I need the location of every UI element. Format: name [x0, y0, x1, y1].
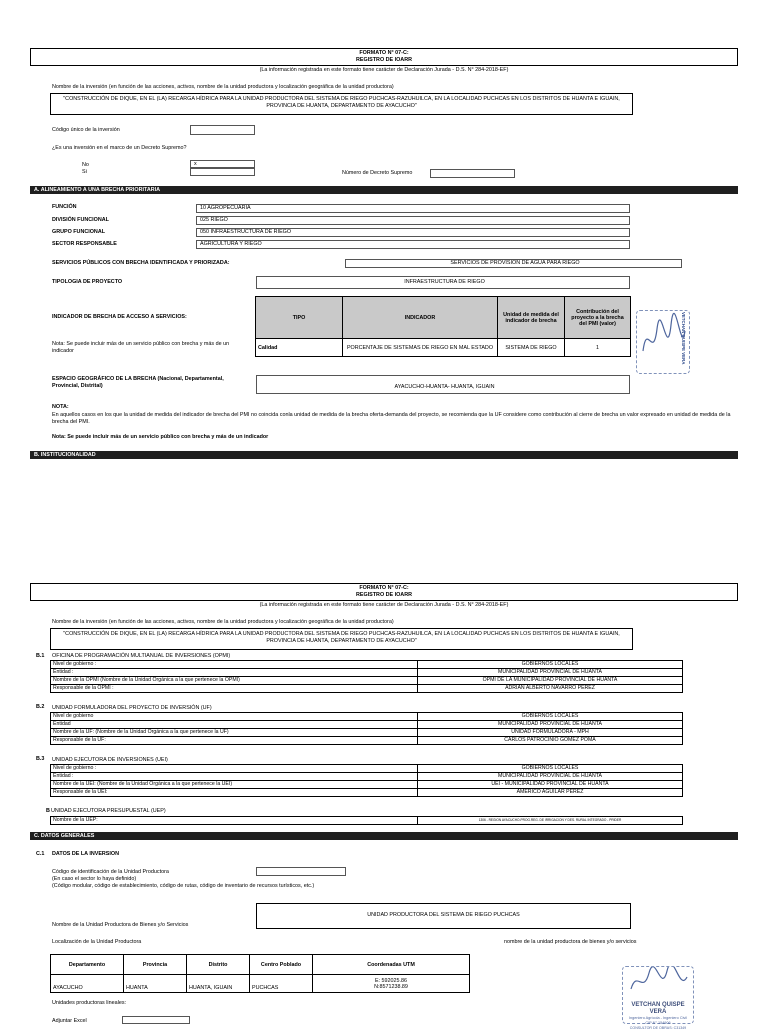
sector-value: AGRICULTURA Y RIEGO	[196, 240, 630, 249]
b2-row-label: Responsable de la UF:	[51, 737, 418, 745]
stamp-name-1: VETCHAN QUISPE VERA	[681, 312, 686, 365]
formato-title: FORMATO N° 07-C:	[359, 50, 409, 56]
b1-row-value: ADRIAN ALBERTO NAVARRO PEREZ	[418, 685, 683, 693]
b3-row-label: Nivel de gobierno :	[51, 765, 418, 773]
b2-row-label: Nombre de la UF: (Nombre de la Unidad Orgánica a la que pertenece la UF)	[51, 729, 418, 737]
numero-decreto-label: Número de Decreto Supremo	[342, 170, 413, 176]
b1-title: OFICINA DE PROGRAMACIÓN MULTIANUAL DE INVERSIONES (OPMI)	[52, 653, 231, 659]
b2-row-label: Entidad	[51, 721, 418, 729]
servicios-value: SERVICIOS DE PROVISIÓN DE AGUA PARA RIEGO	[345, 259, 682, 268]
sector-label: SECTOR RESPONSABLE	[52, 241, 117, 247]
row-indicador: PORCENTAJE DE SISTEMAS DE RIEGO EN MAL ESTADO	[343, 339, 498, 357]
b1-row-value: GOBIERNOS LOCALES	[418, 661, 683, 669]
loc-distrito: HUANTA, IGUAIN	[187, 975, 250, 993]
utm-east: E: 592025.86	[374, 977, 408, 984]
numero-decreto-input[interactable]	[430, 169, 515, 178]
b2-row-value: GOBIERNOS LOCALES	[418, 713, 683, 721]
b3-row-label: Entidad :	[51, 773, 418, 781]
inversion-name-2-line1: "CONSTRUCCIÓN DE DIQUE, EN EL (LA) RECARGA HÍDRICA PARA LA UNIDAD PRODUCTORA DEL SISTEMA DE RIEGO PUCHCAS-RAZUHUILCA, EN LA LOCALIDAD PUCHCAS EN LOS DISTRITOS DE HUANTA E IGUAIN,	[63, 631, 620, 637]
b2-row-value: CARLOS PATROCINIO GOMEZ POMA	[418, 737, 683, 745]
codigo-unico-label: Código único de la inversión	[52, 127, 120, 133]
loc-departamento: AYACUCHO	[51, 975, 124, 993]
codigo-up-line2: (En caso el sector lo haya definido)	[52, 876, 137, 882]
header-box-2	[30, 583, 738, 601]
division-label: DIVISIÓN FUNCIONAL	[52, 217, 109, 223]
inversion-name-line2: PROVINCIA DE HUANTA, DEPARTAMENTO DE AYACUCHO"	[266, 103, 417, 109]
espacio-value: AYACUCHO-HUANTA- HUANTA, IGUAIN	[256, 375, 630, 394]
b2-row-value: MUNICIPALIDAD PROVINCIAL DE HUANTA	[418, 721, 683, 729]
col-distrito: Distrito	[187, 955, 250, 975]
loc-centro: PUCHCAS	[250, 975, 313, 993]
section-a-bar: A. ALINEAMIENTO A UNA BRECHA PRIORITARIA	[30, 186, 738, 194]
inversion-name-line1: "CONSTRUCCIÓN DE DIQUE, EN EL (LA) RECARGA HÍDRICA PARA LA UNIDAD PRODUCTORA DEL SISTEMA DE RIEGO PUCHCAS-RAZUHUILCA, EN LA LOCALIDAD PUCHCAS EN LOS DISTRITOS DE HUANTA E IGUAIN,	[63, 96, 620, 102]
row-contribucion: 1	[565, 339, 631, 357]
nombre-up-value: UNIDAD PRODUCTORA DEL SISTEMA DE RIEGO PUCHCAS	[367, 912, 520, 918]
col-coordenadas: Coordenadas UTM	[313, 955, 470, 975]
b4-title: UNIDAD EJECUTORA PRESUPUESTAL (UEP)	[51, 808, 166, 814]
inversion-name-box-2	[50, 628, 633, 650]
grupo-label: GRUPO FUNCIONAL	[52, 229, 106, 235]
indicador-label: INDICADOR DE BRECHA DE ACCESO A SERVICIOS:	[52, 314, 187, 320]
b1-row-label: Nombre de la OPMI (Nombre de la Unidad Orgánica a la que pertenece la OPMI)	[51, 677, 418, 685]
formato-title-2: FORMATO N° 07-C:	[359, 585, 409, 591]
codigo-up-input[interactable]	[256, 867, 346, 876]
b1-row-label: Responsable de la OPMI :	[51, 685, 418, 693]
tipologia-value: INFRAESTRUCTURA DE RIEGO	[256, 276, 630, 289]
registro-title: REGISTRO DE IOARR	[355, 57, 412, 63]
nota-title: NOTA:	[52, 404, 69, 410]
lineales-label: Unidades productoras lineales:	[52, 1000, 127, 1006]
indicador-note: Nota: Se puede incluir más de un servicio público con brecha y más de un indicador	[52, 341, 230, 354]
col-indicador: INDICADOR	[343, 297, 498, 339]
indicador-table	[255, 296, 631, 357]
b1-table	[50, 660, 683, 693]
c1-title: DATOS DE LA INVERSION	[52, 851, 119, 857]
b3-row-value: AMERICO AGUILAR PEREZ	[418, 789, 683, 797]
declaracion-text-2: (La información registrada en este formato tiene carácter de Declaración Jurada - D.S. N° 284-2018-EF)	[259, 602, 509, 608]
stamp-cip-2: CIP N° 154906	[645, 1021, 671, 1025]
b2-table	[50, 712, 683, 745]
nombre-up-right-label: nombre de la unidad productora de bienes y/o servicios	[504, 939, 637, 945]
excel-upload-input[interactable]	[122, 1016, 190, 1024]
codigo-up-line1: Código de identificación de la Unidad Productora	[52, 869, 169, 875]
stamp-title-2: Ingeniero Agrícola - Ingeniero Civil	[628, 1016, 688, 1020]
codigo-up-line3: (Código modular, código de establecimiento, código de rutas, código de inventario de recursos turísticos, etc.)	[52, 883, 315, 889]
b3-row-value: UEI - MUNICIPALIDAD PROVINCIAL DE HUANTA	[418, 781, 683, 789]
loc-provincia: HUANTA	[124, 975, 187, 993]
loc-utm	[313, 975, 470, 993]
b3-number: B.3	[36, 756, 45, 762]
row-tipo: Calidad	[256, 339, 343, 357]
col-contribucion: Contribución del proyecto a la brecha del PMI (valor)	[565, 297, 631, 339]
b3-table	[50, 764, 683, 797]
funcion-value: 10 AGROPECUARIA	[196, 204, 630, 213]
header-box	[30, 48, 738, 66]
espacio-label: ESPACIO GEOGRÁFICO DE LA BRECHA (Nacional, Departamental, Provincial, Distrital)	[52, 376, 224, 389]
inversion-label: Nombre de la inversión (en función de las acciones, activos, nombre de la unidad productora y localización geográfica de la unidad productora)	[52, 84, 394, 90]
nombre-up-box	[256, 903, 631, 929]
decreto-no-label: No	[82, 162, 89, 168]
localizacion-table	[50, 954, 470, 993]
b3-row-value: MUNICIPALIDAD PROVINCIAL DE HUANTA	[418, 773, 683, 781]
decreto-question: ¿Es una inversión en el marco de un Decreto Supremo?	[52, 145, 187, 151]
codigo-unico-input[interactable]	[190, 125, 255, 135]
section-c-bar: C. DATOS GENERALES	[30, 832, 738, 840]
registro-title-2: REGISTRO DE IOARR	[355, 592, 412, 598]
stamp-text-1	[676, 312, 686, 372]
stamp-role-2: CONSULTOR DE OBRAS: C31349	[629, 1026, 687, 1030]
b2-title: UNIDAD FORMULADORA DEL PROYECTO DE INVERSIÓN (UF)	[52, 705, 212, 711]
servicios-label: SERVICIOS PÚBLICOS CON BRECHA IDENTIFICADA Y PRIORIZADA:	[52, 260, 230, 266]
section-b-bar-1: B. INSTITUCIONALIDAD	[30, 451, 738, 459]
c1-number: C.1	[36, 851, 45, 857]
b1-number: B.1	[36, 653, 45, 659]
b3-row-label: Responsable de la UEI:	[51, 789, 418, 797]
b3-row-label: Nombre de la UEI: (Nombre de la Unidad Orgánica a la que pertenece la UEI)	[51, 781, 418, 789]
decreto-no-checkbox[interactable]: x	[190, 160, 255, 168]
b3-row-value: GOBIERNOS LOCALES	[418, 765, 683, 773]
b1-row-label: Nivel de gobierno :	[51, 661, 418, 669]
nota-text: En aquellos casos en los que la unidad de medida del indicador de brecha del PMI no coincida conla unidad de medida de la brecha oferta-demanda del proyecto, se recomienda que la UF considere como contribución al cierre de brecha un valor expresado en unidad de medida de la brecha del PMI.	[52, 412, 731, 425]
signature-icon	[623, 967, 693, 997]
decreto-si-checkbox[interactable]	[190, 168, 255, 176]
row-unidad: SISTEMA DE RIEGO	[498, 339, 565, 357]
grupo-value: 050 INFRAESTRUCTURA DE RIEGO	[196, 228, 630, 237]
signature-stamp-2	[622, 966, 694, 1030]
stamp-name-2: VETCHAN QUISPE VERA	[631, 1002, 685, 1015]
b4-value: 1306 - REGION AYACUCHO-PROG.REG. DE IRRIGACION Y DES. RURAL INTEGRADO - PRIDER	[418, 817, 683, 825]
b4-number: B	[46, 808, 50, 814]
b2-row-label: Nivel de gobierno	[51, 713, 418, 721]
localizacion-label: Localización de la Unidad Productora	[52, 939, 142, 945]
col-departamento: Departamento	[51, 955, 124, 975]
b4-label: Nombre de la UEP:	[51, 817, 418, 825]
b1-row-value: OPMI DE LA MUNICIPALIDAD PROVINCIAL DE HUANTA	[418, 677, 683, 685]
nombre-up-label: Nombre de la Unidad Productora de Bienes y/o Servicios	[52, 922, 189, 928]
col-tipo: TIPO	[256, 297, 343, 339]
b3-title: UNIDAD EJECUTORA DE INVERSIONES (UEI)	[52, 757, 168, 763]
funcion-label: FUNCIÓN	[52, 204, 77, 210]
inversion-name-2-line2: PROVINCIA DE HUANTA, DEPARTAMENTO DE AYACUCHO"	[266, 638, 417, 644]
utm-north: N:8571238.89	[374, 983, 408, 990]
b4-table	[50, 816, 683, 825]
inversion-name-box	[50, 93, 633, 115]
decreto-si-label: Si	[82, 169, 87, 175]
col-centro-poblado: Centro Poblado	[250, 955, 313, 975]
nota-bold: Nota: Se puede incluir más de un servicio público con brecha y más de un indicador	[52, 434, 269, 440]
col-unidad: Unidad de medida del indicador de brecha	[498, 297, 565, 339]
tipologia-label: TIPOLOGIA DE PROYECTO	[52, 279, 123, 285]
b1-row-value: MUNICIPALIDAD PROVINCIAL DE HUANTA	[418, 669, 683, 677]
col-provincia: Provincia	[124, 955, 187, 975]
b2-row-value: UNIDAD FORMULADORA - MPH	[418, 729, 683, 737]
division-value: 025 RIEGO	[196, 216, 630, 225]
inversion-label-2: Nombre de la inversión (en función de las acciones, activos, nombre de la unidad productora y localización geográfica de la unidad productora)	[52, 619, 394, 625]
b2-number: B.2	[36, 704, 45, 710]
declaracion-text: (La información registrada en este formato tiene carácter de Declaración Jurada - D.S. N° 284-2018-EF)	[259, 67, 509, 73]
excel-label: Adjuntar Excel	[52, 1018, 87, 1024]
b1-row-label: Entidad :	[51, 669, 418, 677]
